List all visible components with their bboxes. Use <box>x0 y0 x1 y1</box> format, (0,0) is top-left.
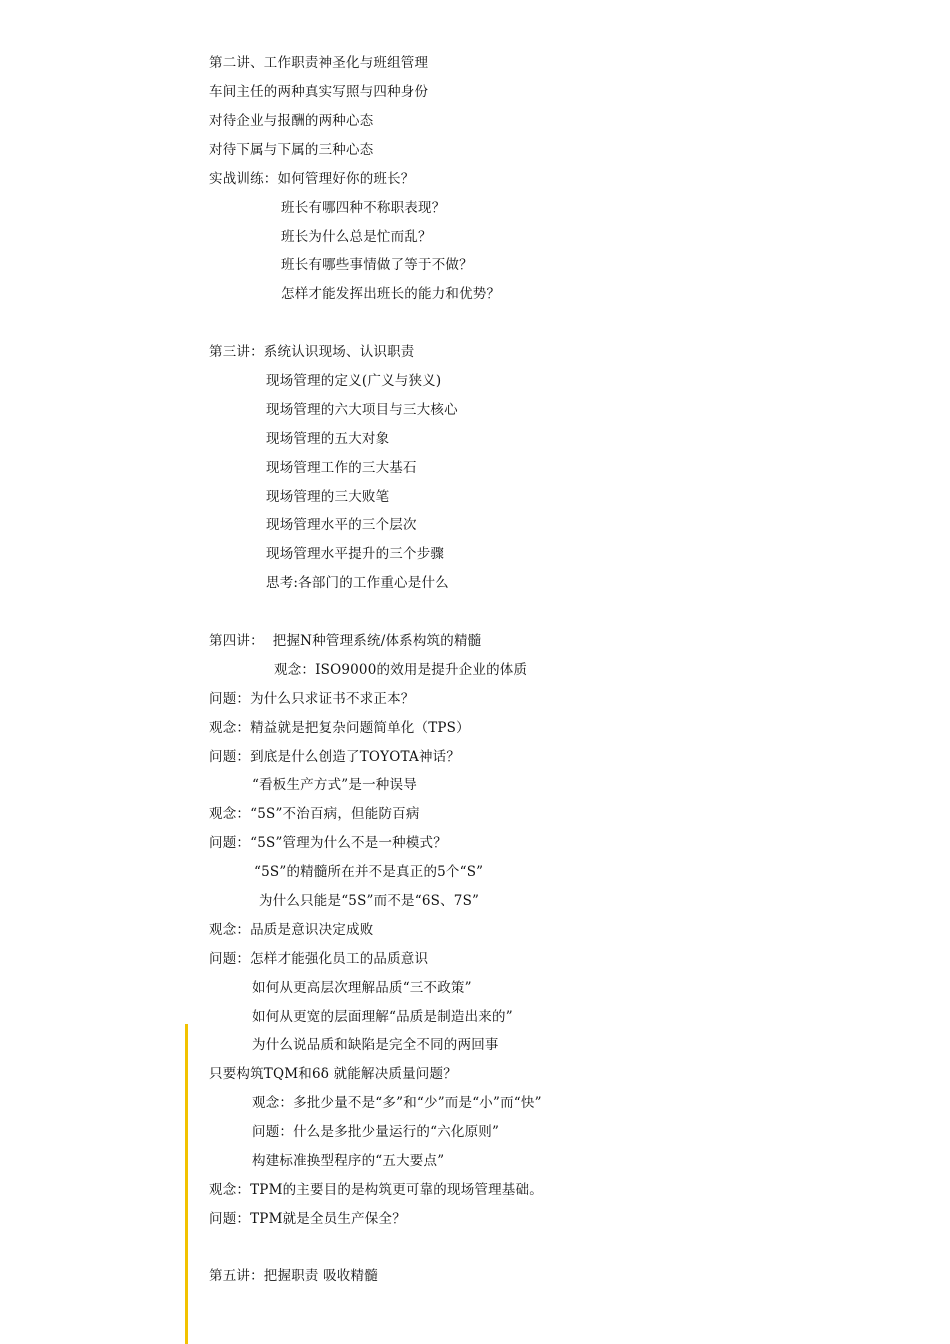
text-line: 现场管理水平的三个层次 <box>266 517 417 533</box>
text-line: 问题：到底是什么创造了TOYOTA神话？ <box>209 749 461 765</box>
text-line: 问题：“5S”管理为什么不是一种模式？ <box>209 835 447 851</box>
text-line: 观念：多批少量不是“多”和“少”而是“小”而“快” <box>252 1095 542 1111</box>
text-line: 构建标准换型程序的“五大要点” <box>252 1153 445 1169</box>
text-line: 实战训练：如何管理好你的班长？ <box>209 171 415 187</box>
text-line: 现场管理水平提升的三个步骤 <box>266 546 445 562</box>
lecture-4-heading: 第四讲： 把握N种管理系统/体系构筑的精髓 <box>209 633 482 649</box>
lecture-3-heading: 第三讲：系统认识现场、认识职责 <box>209 344 415 360</box>
text-line: 为什么只能是“5S”而不是“6S、7S” <box>259 893 480 909</box>
text-line: 观念：TPM的主要目的是构筑更可靠的现场管理基础。 <box>209 1182 543 1198</box>
text-line: 如何从更宽的层面理解“品质是制造出来的” <box>252 1009 513 1025</box>
text-line: 对待下属与下属的三种心态 <box>209 142 374 158</box>
text-line: 问题：为什么只求证书不求正本？ <box>209 691 415 707</box>
text-line: 问题：什么是多批少量运行的“六化原则” <box>252 1124 500 1140</box>
text-line: 观念：ISO9000的效用是提升企业的体质 <box>274 662 528 678</box>
text-line: 对待企业与报酬的两种心态 <box>209 113 374 129</box>
lecture-5-heading: 第五讲：把握职责 吸收精髓 <box>209 1268 378 1284</box>
text-line: 现场管理的六大项目与三大核心 <box>266 402 458 418</box>
text-line: 现场管理的三大败笔 <box>266 489 390 505</box>
text-line: 问题：怎样才能强化员工的品质意识 <box>209 951 429 967</box>
text-line: 只要构筑TQM和6δ 就能解决质量问题？ <box>209 1066 457 1082</box>
text-line: 观念：精益就是把复杂问题简单化（TPS） <box>209 720 470 736</box>
text-line: 现场管理的定义(广义与狭义) <box>266 373 442 389</box>
text-line: 车间主任的两种真实写照与四种身份 <box>209 84 429 100</box>
text-line: 为什么说品质和缺陷是完全不同的两回事 <box>252 1037 499 1053</box>
text-line: 思考:各部门的工作重心是什么 <box>266 575 449 591</box>
text-line: 现场管理的五大对象 <box>266 431 390 447</box>
text-line: 班长为什么总是忙而乱？ <box>281 229 432 245</box>
text-line: 怎样才能发挥出班长的能力和优势？ <box>281 286 501 302</box>
text-line: 观念：“5S”不治百病，但能防百病 <box>209 806 420 822</box>
text-line: “5S”的精髓所在并不是真正的5个“S” <box>254 864 484 880</box>
text-line: “看板生产方式”是一种误导 <box>252 777 417 793</box>
text-line: 如何从更高层次理解品质“三不政策” <box>252 980 472 996</box>
lecture-2-heading: 第二讲、工作职责神圣化与班组管理 <box>209 55 429 71</box>
text-line: 问题：TPM就是全员生产保全？ <box>209 1211 406 1227</box>
text-line: 观念：品质是意识决定成败 <box>209 922 374 938</box>
text-line: 现场管理工作的三大基石 <box>266 460 417 476</box>
text-line: 班长有哪四种不称职表现？ <box>281 200 446 216</box>
margin-change-bar <box>185 1024 188 1344</box>
text-line: 班长有哪些事情做了等于不做？ <box>281 257 473 273</box>
